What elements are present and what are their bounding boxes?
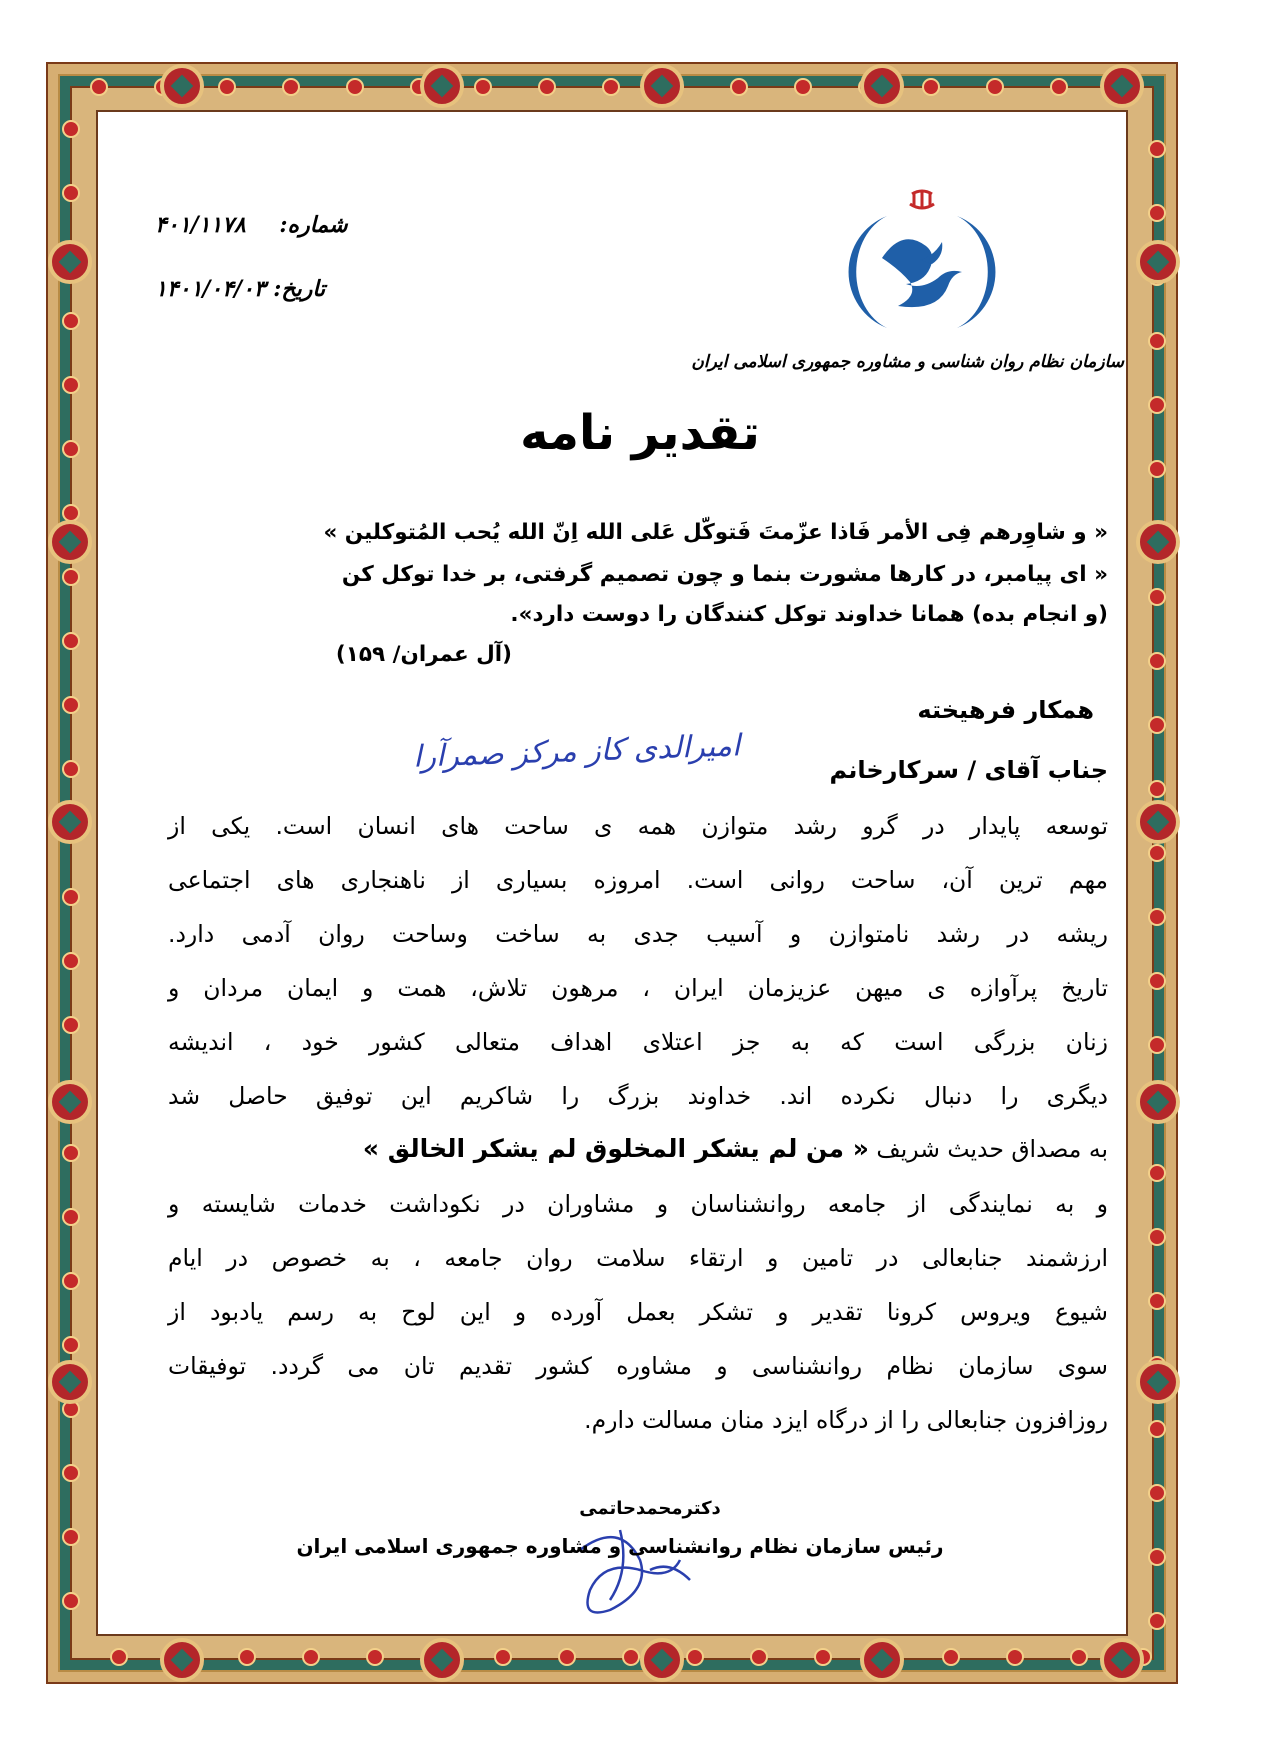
flower-ornament	[1070, 1648, 1088, 1666]
flower-ornament	[1148, 972, 1166, 990]
date-label: تاریخ:	[273, 276, 326, 302]
flower-ornament	[1148, 332, 1166, 350]
flower-ornament	[62, 376, 80, 394]
flower-ornament	[1148, 140, 1166, 158]
flower-ornament	[1148, 396, 1166, 414]
medallion-ornament	[48, 1080, 92, 1124]
medallion-ornament	[1136, 800, 1180, 844]
flower-ornament	[1050, 78, 1068, 96]
letter-number	[155, 212, 348, 238]
organization-logo	[842, 188, 1002, 348]
flower-ornament	[474, 78, 492, 96]
emblem-icon	[910, 190, 934, 208]
medallion-ornament	[1100, 1638, 1144, 1682]
recipient-name-handwritten: امیرالدی کاز مرکز صمرآرا	[412, 728, 741, 775]
number-value: ۴۰۱/۱۱۷۸	[155, 212, 246, 238]
body-line-6: دیگری را دنبال نکرده اند. خداوند بزرگ را شاکریم این توفیق حاصل شد	[168, 1082, 1108, 1110]
flower-ornament	[346, 78, 364, 96]
verse-translation-line2: (و انجام بده) همانا خداوند توکل کنندگان را دوست دارد».	[510, 602, 1108, 627]
flower-ornament	[62, 1336, 80, 1354]
flower-ornament	[538, 78, 556, 96]
flower-ornament	[302, 1648, 320, 1666]
flower-ornament	[62, 1208, 80, 1226]
medallion-ornament	[420, 1638, 464, 1682]
flower-ornament	[62, 888, 80, 906]
flower-ornament	[110, 1648, 128, 1666]
flower-ornament	[1148, 716, 1166, 734]
flower-ornament	[62, 1272, 80, 1290]
flower-ornament	[1148, 588, 1166, 606]
medallion-ornament	[640, 1638, 684, 1682]
medallion-ornament	[1136, 1080, 1180, 1124]
flower-ornament	[62, 1528, 80, 1546]
body-line-4: تاریخ پرآوازه ی میهن عزیزمان ایران ، مرهون تلاش، همت و ایمان مردان و	[168, 974, 1108, 1002]
body-line-11: سوی سازمان نظام روانشناسی و مشاوره کشور تقدیم تان می گردد. توفیقات	[168, 1352, 1108, 1380]
medallion-ornament	[1136, 240, 1180, 284]
flower-ornament	[942, 1648, 960, 1666]
flower-ornament	[1148, 1484, 1166, 1502]
flower-ornament	[1148, 1420, 1166, 1438]
body-line-9: ارزشمند جنابعالی در تامین و ارتقاء سلامت روان جامعه ، به خصوص در ایام	[168, 1244, 1108, 1272]
medallion-ornament	[48, 800, 92, 844]
verse-arabic: « و شاوِرهم فِی الأمر فَاذا عزّمتَ فَتوکّل عَلی الله اِنّ الله یُحب المُتوکلین »	[323, 520, 1108, 545]
body-line-12: روزافزون جنابعالی را از درگاه ایزد منان مسالت دارم.	[584, 1406, 1108, 1434]
salutation-line1: همکار فرهیخته	[917, 696, 1094, 724]
flower-ornament	[238, 1648, 256, 1666]
flower-ornament	[558, 1648, 576, 1666]
flower-ornament	[602, 78, 620, 96]
letter-date	[155, 276, 325, 302]
page-title: تقدیر نامه	[520, 405, 760, 461]
flower-ornament	[494, 1648, 512, 1666]
handwritten-signature	[560, 1510, 710, 1620]
flower-ornament	[750, 1648, 768, 1666]
flower-ornament	[62, 1592, 80, 1610]
flower-ornament	[62, 1144, 80, 1162]
medallion-ornament	[160, 64, 204, 108]
body-line-8: و به نمایندگی از جامعه روانشناسان و مشاوران در نکوداشت خدمات شایسته و	[168, 1190, 1108, 1218]
flower-ornament	[62, 1016, 80, 1034]
body-line-5: زنان بزرگی است که به جز اعتلای اهداف متعالی کشور خود ، اندیشه	[168, 1028, 1108, 1056]
flower-ornament	[1006, 1648, 1024, 1666]
hadith-intro: به مصداق حدیث شریف	[876, 1135, 1108, 1163]
body-line-7	[168, 1134, 1108, 1163]
organization-name: سازمان نظام روان شناسی و مشاوره جمهوری اسلامی ایران	[691, 352, 1124, 372]
medallion-ornament	[860, 64, 904, 108]
medallion-ornament	[48, 1360, 92, 1404]
flower-ornament	[366, 1648, 384, 1666]
flower-ornament	[62, 1464, 80, 1482]
flower-ornament	[1148, 204, 1166, 222]
hadith-quote: « من لم یشکر المخلوق لم یشکر الخالق »	[362, 1134, 869, 1163]
medallion-ornament	[48, 240, 92, 284]
flower-ornament	[1148, 1292, 1166, 1310]
body-line-3: ریشه در رشد نامتوازن و آسیب جدی به ساخت وساحت روان آدمی دارد.	[168, 920, 1108, 948]
medallion-ornament	[48, 520, 92, 564]
flower-ornament	[62, 440, 80, 458]
flower-ornament	[794, 78, 812, 96]
flower-ornament	[986, 78, 1004, 96]
flower-ornament	[62, 632, 80, 650]
body-line-10: شیوع ویروس کرونا تقدیر و تشکر بعمل آورده و این لوح به رسم یادبود از	[168, 1298, 1108, 1326]
salutation-line2: جناب آقای / سرکارخانم	[829, 756, 1108, 784]
medallion-ornament	[1136, 1360, 1180, 1404]
medallion-ornament	[640, 64, 684, 108]
flower-ornament	[1148, 1228, 1166, 1246]
verse-reference: (آل عمران/ ۱۵۹)	[335, 642, 512, 667]
flower-ornament	[1148, 652, 1166, 670]
flower-ornament	[62, 696, 80, 714]
flower-ornament	[62, 760, 80, 778]
flower-ornament	[730, 78, 748, 96]
signatory-name: دکترمحمدحاتمی	[579, 1498, 721, 1519]
flower-ornament	[1148, 1036, 1166, 1054]
flower-ornament	[922, 78, 940, 96]
flower-ornament	[814, 1648, 832, 1666]
flower-ornament	[1148, 1164, 1166, 1182]
flower-ornament	[622, 1648, 640, 1666]
signatory-title: رئیس سازمان نظام روانشناسی و مشاوره جمهوری اسلامی ایران	[296, 1534, 944, 1558]
flower-ornament	[62, 568, 80, 586]
flower-ornament	[1148, 460, 1166, 478]
flower-ornament	[1148, 844, 1166, 862]
flower-ornament	[686, 1648, 704, 1666]
flower-ornament	[1148, 908, 1166, 926]
medallion-ornament	[1100, 64, 1144, 108]
body-line-2: مهم ترین آن، ساحت روانی است. امروزه بسیاری از ناهنجاری های اجتماعی	[168, 866, 1108, 894]
medallion-ornament	[420, 64, 464, 108]
date-value: ۱۴۰۱/۰۴/۰۳	[155, 276, 266, 302]
flower-ornament	[62, 312, 80, 330]
flower-ornament	[1148, 1548, 1166, 1566]
medallion-ornament	[1136, 520, 1180, 564]
verse-translation-line1: « ای پیامبر، در کارها مشورت بنما و چون تصمیم گرفتی، بر خدا توکل کن	[341, 562, 1108, 587]
flower-ornament	[1148, 780, 1166, 798]
number-label: شماره:	[279, 212, 348, 238]
medallion-ornament	[160, 1638, 204, 1682]
flower-ornament	[1148, 1612, 1166, 1630]
flower-ornament	[282, 78, 300, 96]
flower-ornament	[218, 78, 236, 96]
flower-ornament	[62, 952, 80, 970]
flower-ornament	[62, 184, 80, 202]
flower-ornament	[62, 120, 80, 138]
flower-ornament	[90, 78, 108, 96]
medallion-ornament	[860, 1638, 904, 1682]
body-line-1: توسعه پایدار در گرو رشد متوازن همه ی ساحت های انسان است. یکی از	[168, 812, 1108, 840]
